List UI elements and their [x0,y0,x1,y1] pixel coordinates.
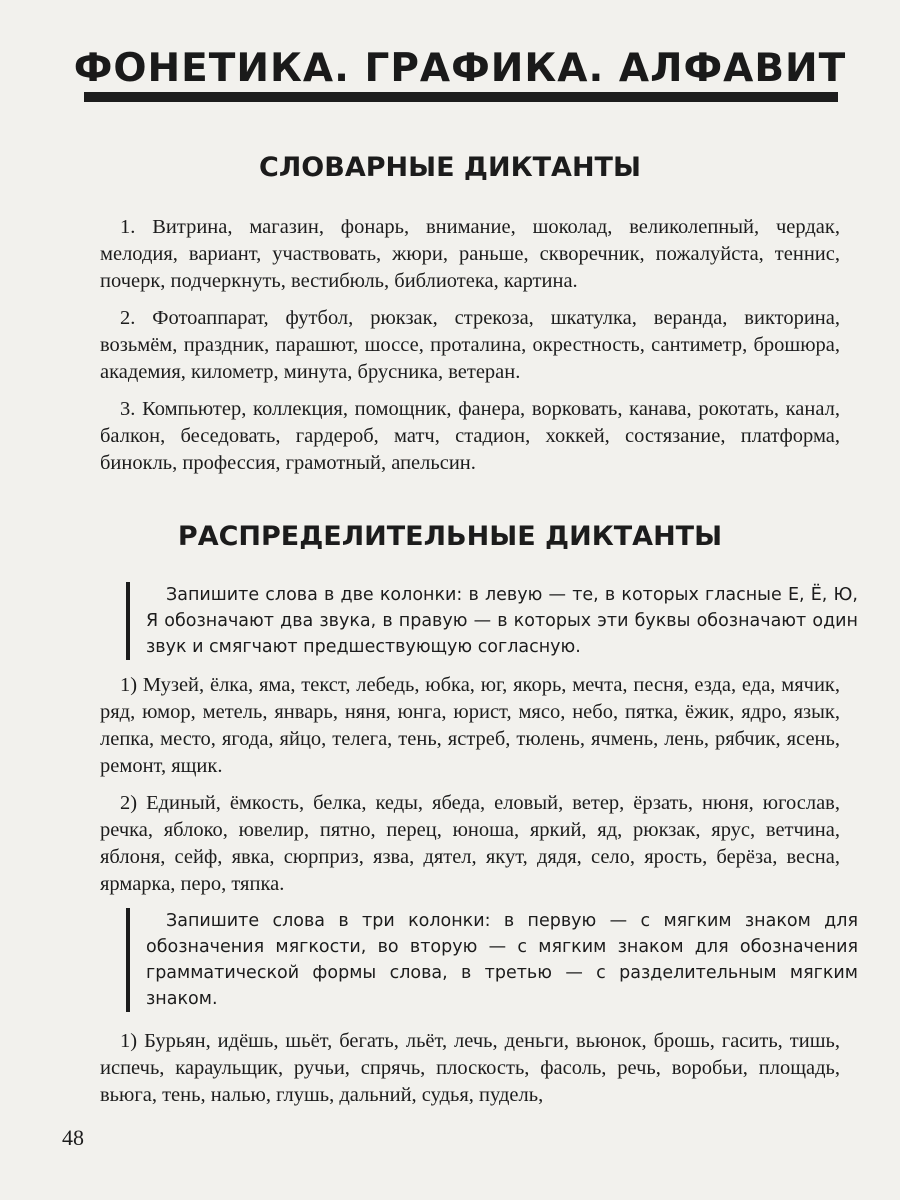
distribution-paragraph-3: 1) Бурьян, идёшь, шьёт, бегать, льёт, лечь, деньги, вьюнок, брошь, гасить, тишь, испечь, караульщик, ручьи, спрячь, плоскость, фасоль, речь, воробьи, площадь, вьюга, тень, налью, глушь, дальний, судья, пудель, [100,1030,840,1106]
dictation-paragraph-3: 3. Компьютер, коллекция, помощник, фанера, ворковать, канава, рокотать, канал, балкон, беседовать, гардероб, матч, стадион, хоккей, состязание, платформа, бинокль, профессия, грамотный, апельсин. [100,398,840,474]
dictation-paragraph-2: 2. Фотоаппарат, футбол, рюкзак, стрекоза, шкатулка, веранда, викторина, возьмём, праздник, парашют, шоссе, проталина, окрестность, сантиметр, брошюра, академия, километр, минута, брусника, ветеран. [100,307,840,383]
chapter-title: ФОНЕТИКА. ГРАФИКА. АЛФАВИТ [73,46,847,91]
section-title-distribution: РАСПРЕДЕЛИТЕЛЬНЫЕ ДИКТАНТЫ [177,521,723,552]
distribution-paragraph-2: 2) Единый, ёмкость, белка, кеды, ябеда, еловый, ветер, ёрзать, нюня, югослав, речка, яблоко, ювелир, пятно, перец, юноша, яркий, яд, рюкзак, ярус, ветчина, яблоня, сейф, явка, сюрприз, язва, дятел, якут, дядя, село, ярость, берёза, весна, ярмарка, перо, тяпка. [100,792,840,895]
section-title-dictionary: СЛОВАРНЫЕ ДИКТАНТЫ [259,152,641,183]
dictation-paragraph-1: 1. Витрина, магазин, фонарь, внимание, шоколад, великолепный, чердак, мелодия, вариант, участвовать, жюри, раньше, скворечник, пожалуйста, теннис, почерк, подчеркнуть, вестибюль, библиотека, картина. [100,216,840,292]
title-underline [84,92,838,102]
page-number: 48 [62,1125,84,1150]
instruction-box-2: Запишите слова в три колонки: в первую — с мягким знаком для обозначения мягкости, во вторую — с мягким знаком для обозначения грамматической формы слова, в третью — с разделительным мягким знаком. [126,908,858,1012]
instruction-box-1: Запишите слова в две колонки: в левую — те, в которых гласные Е, Ё, Ю, Я обозначают два звука, в правую — в которых эти буквы обозначают один звук и смягчают предшествующую согласную. [126,582,858,660]
distribution-paragraph-1: 1) Музей, ёлка, яма, текст, лебедь, юбка, юг, якорь, мечта, песня, езда, еда, мячик, ряд, юмор, метель, январь, няня, юнга, юрист, мясо, небо, пятка, ёжик, ядро, язык, лепка, место, ягода, яйцо, телега, тень, ястреб, тюлень, ячмень, лень, рябчик, ясень, ремонт, ящик. [100,674,840,777]
